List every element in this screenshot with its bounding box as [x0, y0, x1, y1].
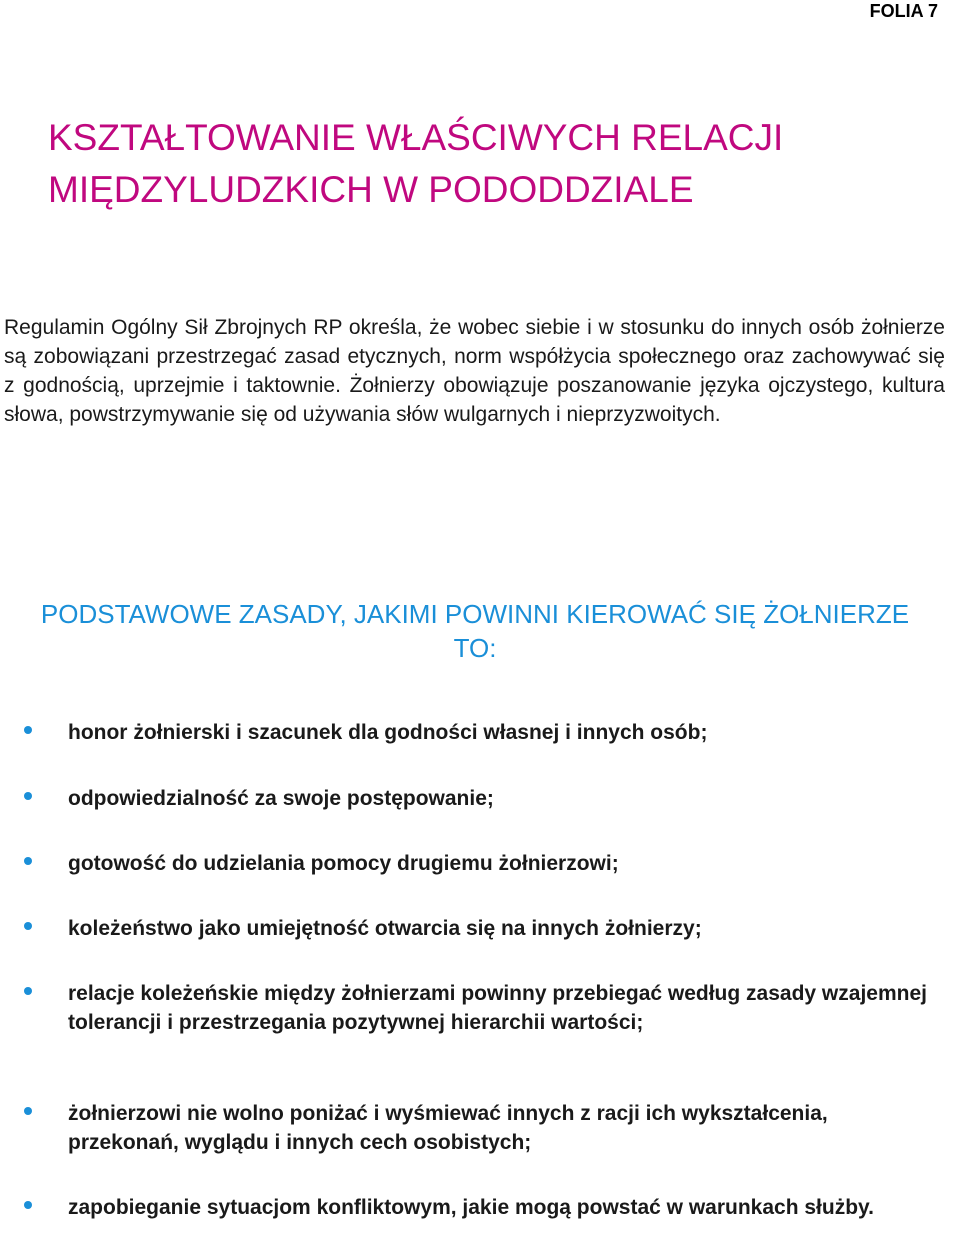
bullet-icon — [24, 1107, 32, 1115]
bullet-icon — [24, 1201, 32, 1209]
principle-text: koleżeństwo jako umiejętność otwarcia się na innych żołnierzy; — [68, 917, 702, 940]
page-title: KSZTAŁTOWANIE WŁAŚCIWYCH RELACJI MIĘDZYLUDZKICH W PODODDZIALE — [48, 117, 784, 210]
principle-text: relacje koleżeńskie między żołnierzami powinny przebiegać według zasady wzajemnej tolerancji i przestrzegania pozytywnej hierarchii wartości; — [68, 982, 927, 1034]
bullet-icon — [24, 726, 32, 734]
bullet-icon — [24, 922, 32, 930]
principle-text: gotowość do udzielania pomocy drugiemu żołnierzowi; — [68, 852, 619, 875]
principle-text: żołnierzowi nie wolno poniżać i wyśmiewać innych z racji ich wykształcenia, przekonań, wyglądu i innych cech osobistych; — [68, 1102, 828, 1154]
principle-text: zapobieganie sytuacjom konfliktowym, jakie mogą powstać w warunkach służby. — [68, 1196, 874, 1219]
bullet-icon — [24, 857, 32, 865]
principle-text: honor żołnierski i szacunek dla godności własnej i innych osób; — [68, 721, 708, 744]
bullet-icon — [24, 987, 32, 995]
bullet-icon — [24, 792, 32, 800]
folio-label: FOLIA 7 — [869, 1, 938, 21]
section-heading: PODSTAWOWE ZASADY, JAKIMI POWINNI KIEROWAĆ SIĘ ŻOŁNIERZE TO: — [40, 599, 910, 663]
principle-text: odpowiedzialność za swoje postępowanie; — [68, 787, 494, 810]
intro-paragraph: Regulamin Ogólny Sił Zbrojnych RP określa, że wobec siebie i w stosunku do innych osób żołnierze są zobowiązani przestrzegać zasad etycznych, norm współżycia społecznego oraz zachowywać się z godnością, uprzejmie i taktownie. Żołnierzy obowiązuje poszanowanie języka ojczystego, kultura słowa, powstrzymywanie się od używania słów wulgarnych i nieprzyzwoitych. — [4, 316, 945, 426]
